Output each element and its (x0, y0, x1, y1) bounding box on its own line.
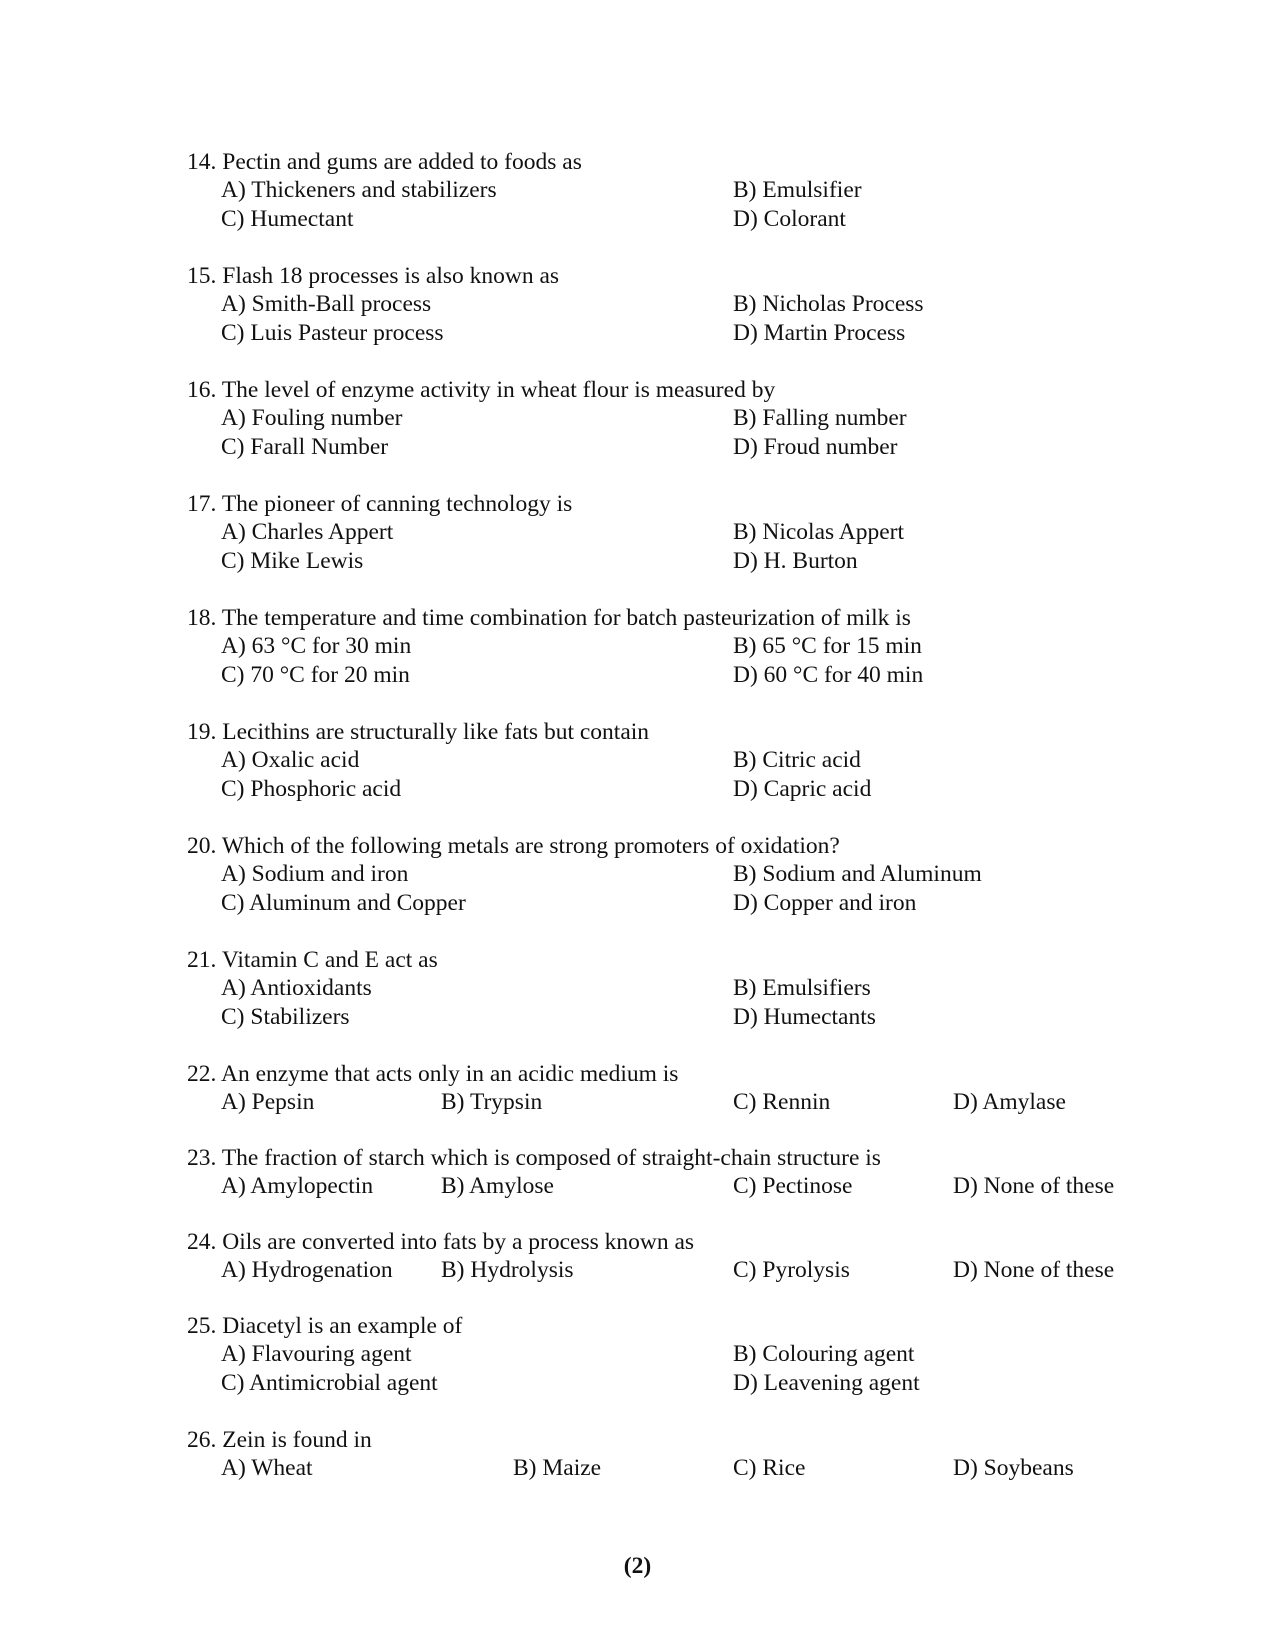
option-c: C) Aluminum and Copper (221, 890, 466, 916)
question-number: 26. (187, 1427, 217, 1453)
option-c: C) Antimicrobial agent (221, 1370, 438, 1396)
question-number: 17. (187, 491, 217, 517)
option-b: B) Hydrolysis (441, 1257, 574, 1283)
option-d: D) None of these (953, 1257, 1115, 1283)
option-a: A) Thickeners and stabilizers (221, 177, 497, 203)
option-b: B) Maize (513, 1455, 602, 1481)
option-c: C) Phosphoric acid (221, 776, 402, 802)
option-d: D) Amylase (953, 1089, 1066, 1115)
question-number: 15. (187, 263, 217, 289)
question-stem (187, 604, 911, 633)
question-text: The fraction of starch which is composed of straight-chain structure is (221, 1145, 881, 1171)
option-a: A) Sodium and iron (221, 861, 409, 887)
option-c: C) Pyrolysis (733, 1257, 850, 1283)
question-text: Oils are converted into fats by a process known as (222, 1229, 695, 1255)
question-stem (187, 490, 572, 519)
option-c: C) Humectant (221, 206, 354, 232)
question-number: 23. (187, 1145, 217, 1171)
question-text: Lecithins are structurally like fats but contain (222, 719, 650, 745)
option-b: B) Nicolas Appert (733, 519, 904, 545)
question-number: 14. (187, 149, 217, 175)
question-number: 21. (187, 947, 217, 973)
option-d: D) Copper and iron (733, 890, 917, 916)
option-d: D) 60 °C for 40 min (733, 662, 924, 688)
option-b: B) Falling number (733, 405, 907, 431)
option-a: A) Charles Appert (221, 519, 394, 545)
question-stem (187, 376, 775, 405)
option-b: B) 65 °C for 15 min (733, 633, 922, 659)
option-a: A) Oxalic acid (221, 747, 360, 773)
question-text: Vitamin C and E act as (221, 947, 438, 973)
option-d: D) Colorant (733, 206, 846, 232)
option-a: A) Smith-Ball process (221, 291, 432, 317)
question-number: 20. (187, 833, 217, 859)
question-number: 16. (187, 377, 217, 403)
option-a: A) Flavouring agent (221, 1341, 412, 1367)
option-a: A) 63 °C for 30 min (221, 633, 412, 659)
option-b: B) Nicholas Process (733, 291, 924, 317)
option-d: D) Soybeans (953, 1455, 1074, 1481)
option-b: B) Emulsifier (733, 177, 862, 203)
question-text: Zein is found in (222, 1427, 372, 1453)
option-d: D) None of these (953, 1173, 1115, 1199)
question-text: Pectin and gums are added to foods as (222, 149, 582, 175)
question-stem (187, 1060, 678, 1089)
option-d: D) Humectants (733, 1004, 876, 1030)
option-a: A) Pepsin (221, 1089, 315, 1115)
question-text: Diacetyl is an example of (222, 1313, 463, 1339)
question-stem (187, 718, 649, 747)
option-d: D) Leavening agent (733, 1370, 920, 1396)
question-number: 18. (187, 605, 217, 631)
question-text: Which of the following metals are strong promoters of oxidation? (221, 833, 840, 859)
question-stem (187, 1312, 462, 1341)
option-a: A) Wheat (221, 1455, 313, 1481)
option-b: B) Citric acid (733, 747, 861, 773)
option-b: B) Emulsifiers (733, 975, 871, 1001)
option-a: A) Amylopectin (221, 1173, 374, 1199)
question-number: 25. (187, 1313, 217, 1339)
question-number: 22. (187, 1061, 217, 1087)
option-d: D) Capric acid (733, 776, 872, 802)
option-c: C) Rice (733, 1455, 806, 1481)
option-b: B) Colouring agent (733, 1341, 915, 1367)
question-stem (187, 1228, 694, 1257)
option-a: A) Antioxidants (221, 975, 372, 1001)
question-number: 24. (187, 1229, 217, 1255)
option-c: C) 70 °C for 20 min (221, 662, 410, 688)
option-c: C) Luis Pasteur process (221, 320, 444, 346)
option-b: B) Trypsin (441, 1089, 543, 1115)
question-stem (187, 148, 582, 177)
option-a: A) Fouling number (221, 405, 403, 431)
question-text: An enzyme that acts only in an acidic medium is (220, 1061, 679, 1087)
page-number: (2) (623, 1553, 652, 1579)
option-d: D) Froud number (733, 434, 898, 460)
option-c: C) Pectinose (733, 1173, 853, 1199)
option-c: C) Rennin (733, 1089, 831, 1115)
question-text: The temperature and time combination for batch pasteurization of milk is (221, 605, 911, 631)
option-c: C) Mike Lewis (221, 548, 364, 574)
option-b: B) Amylose (441, 1173, 554, 1199)
option-b: B) Sodium and Aluminum (733, 861, 982, 887)
question-text: The pioneer of canning technology is (221, 491, 573, 517)
option-d: D) Martin Process (733, 320, 906, 346)
option-c: C) Stabilizers (221, 1004, 350, 1030)
question-stem (187, 832, 840, 861)
question-stem (187, 1426, 372, 1455)
question-stem (187, 262, 559, 291)
option-a: A) Hydrogenation (221, 1257, 393, 1283)
question-text: The level of enzyme activity in wheat flour is measured by (221, 377, 776, 403)
question-text: Flash 18 processes is also known as (222, 263, 560, 289)
question-stem (187, 1144, 881, 1173)
option-d: D) H. Burton (733, 548, 858, 574)
question-number: 19. (187, 719, 217, 745)
question-stem (187, 946, 438, 975)
option-c: C) Farall Number (221, 434, 389, 460)
